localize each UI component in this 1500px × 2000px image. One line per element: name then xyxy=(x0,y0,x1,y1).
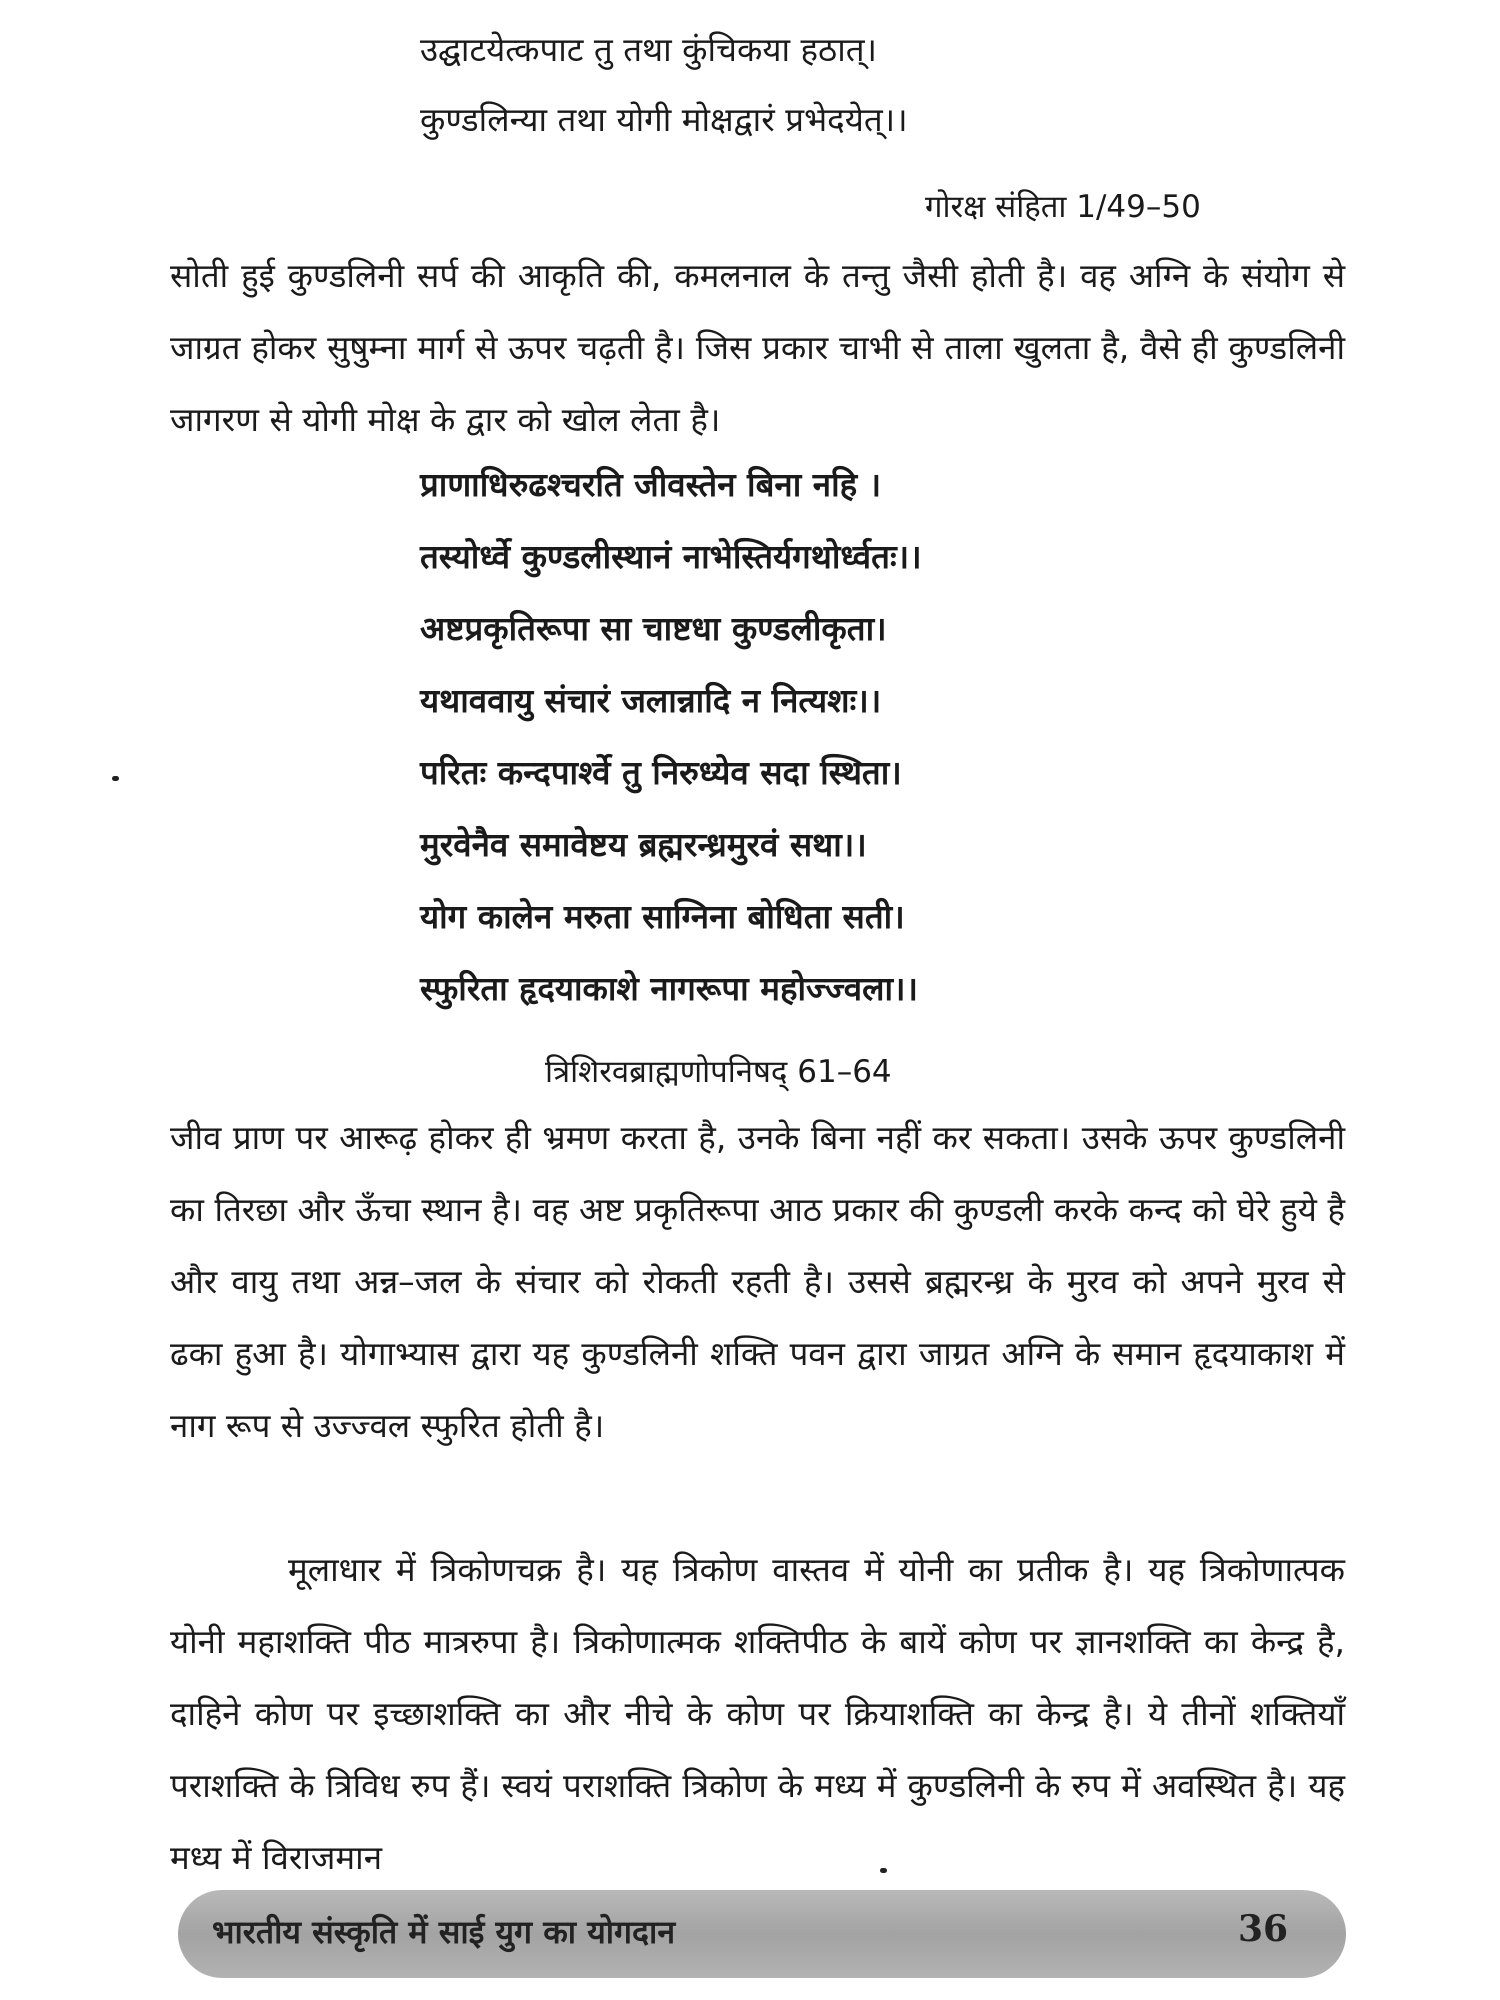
paragraph-1-text: सोती हुई कुण्डलिनी सर्प की आकृति की, कमलनाल के तन्तु जैसी होती है। वह अग्नि के संयोग से जाग्रत होकर सुषुम्ना मार्ग से ऊपर चढ़ती है। जिस प्रकार चाभी से ताला खुलता है, वैसे ही कुण्डलिनी जागरण से योगी मोक्ष के द्वार को खोल लेता है। xyxy=(170,256,1345,439)
verse-line-7: योग कालेन मरुता साग्निना बोधिता सती। xyxy=(420,897,905,936)
footer-book-title: भारतीय संस्कृति में साई युग का योगदान xyxy=(212,1913,676,1951)
paragraph-1 xyxy=(170,240,1345,456)
paragraph-2 xyxy=(170,1102,1345,1462)
verse-line-1: प्राणाधिरुढश्चरति जीवस्तेन बिना नहि । xyxy=(420,465,882,504)
verse-line-3: अष्टप्रकृतिरूपा सा चाष्टधा कुण्डलीकृता। xyxy=(420,609,887,648)
stray-mark-2 xyxy=(880,1868,887,1873)
page-number: 36 xyxy=(1238,1908,1289,1950)
paragraph-2-text: जीव प्राण पर आरूढ़ होकर ही भ्रमण करता है, उनके बिना नहीं कर सकता। उसके ऊपर कुण्डलिनी का तिरछा और ऊँचा स्थान है। वह अष्ट प्रकृतिरूपा आठ प्रकार की कुण्डली करके कन्द को घेरे हुये है और वायु तथा अन्न–जल के संचार को रोकती रहती है। उससे ब्रह्मरन्ध्र के मुरव को अपने मुरव से ढका हुआ है। योगाभ्यास द्वारा यह कुण्डलिनी शक्ति पवन द्वारा जाग्रत अग्नि के समान हृदयाकाश में नाग रूप से उज्ज्वल स्फुरित होती है। xyxy=(170,1118,1345,1445)
paragraph-3-text: मूलाधार में त्रिकोणचक्र है। यह त्रिकोण वास्तव में योनी का प्रतीक है। यह त्रिकोणात्पक योनी महाशक्ति पीठ मात्ररुपा है। त्रिकोणात्मक शक्तिपीठ के बायें कोण पर ज्ञानशक्ति का केन्द्र है, दाहिने कोण पर इच्छाशक्ति का और नीचे के कोण पर क्रियाशक्ति का केन्द्र है। ये तीनों शक्तियाँ पराशक्ति के त्रिविध रुप हैं। स्वयं पराशक्ति त्रिकोण के मध्य में कुण्डलिनी के रुप में अवस्थित है। यह मध्य में विराजमान xyxy=(170,1550,1345,1877)
stray-mark xyxy=(112,776,119,781)
verse-top-line-1: उद्घाटयेत्कपाट तु तथा कुंचिकया हठात्। xyxy=(420,30,878,69)
verse-line-5: परितः कन्दपार्श्वे तु निरुध्येव सदा स्थिता। xyxy=(420,753,902,792)
citation-goraksha: गोरक्ष संहिता 1/49–50 xyxy=(925,189,1201,225)
verse-line-6: मुरवेनैव समावेष्टय ब्रह्मरन्ध्रमुरवं सथा।। xyxy=(420,825,867,864)
paragraph-3 xyxy=(170,1534,1345,1894)
verse-line-2: तस्योर्ध्वे कुण्डलीस्थानं नाभेस्तिर्यगथोर्ध्वतः।। xyxy=(420,537,922,576)
verse-line-8: स्फुरिता हृदयाकाशे नागरूपा महोज्ज्वला।। xyxy=(420,969,919,1008)
verse-line-4: यथाववायु संचारं जलान्नादि न नित्यशः।। xyxy=(420,681,882,720)
verse-top-line-2: कुण्डलिन्या तथा योगी मोक्षद्वारं प्रभेदयेत्।। xyxy=(420,100,908,139)
citation-trishikhi: त्रिशिरवब्राह्मणोपनिषद् 61–64 xyxy=(545,1054,892,1090)
